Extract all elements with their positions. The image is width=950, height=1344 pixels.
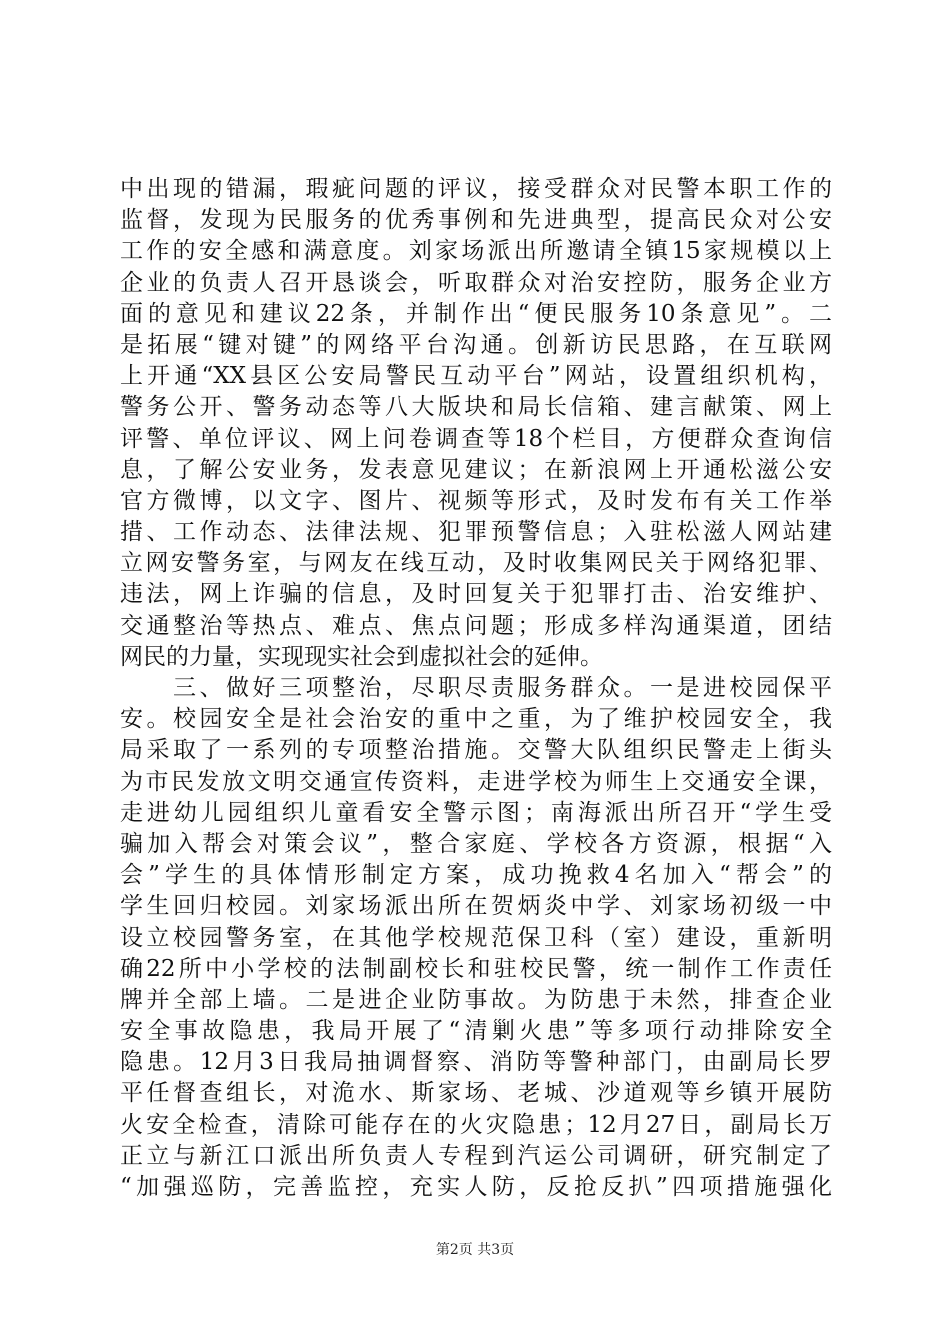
text-line: 违法，网上诈骗的信息，及时回复关于犯罪打击、治安维护、: [120, 581, 832, 608]
text-line: 上开通“XX县区公安局警民互动平台”网站，设置组织机构，: [120, 363, 832, 390]
text-line: 交通整治等热点、难点、焦点问题；形成多样沟通渠道，团结: [120, 612, 832, 639]
text-line: 企业的负责人召开恳谈会，听取群众对治安控防，服务企业方: [120, 269, 832, 296]
text-line: 息，了解公安业务，发表意见建议；在新浪网上开通松滋公安: [120, 456, 832, 483]
text-line: 骗加入帮会对策会议”，整合家庭、学校各方资源，根据“入: [120, 830, 832, 857]
text-line: 平任督查组长，对洈水、斯家场、老城、沙道观等乡镇开展防: [120, 1080, 832, 1107]
text-line: 走进幼儿园组织儿童看安全警示图；南海派出所召开“学生受: [120, 799, 832, 826]
text-line: 为市民发放文明交通宣传资料，走进学校为师生上交通安全课，: [120, 768, 832, 795]
text-line: 工作的安全感和满意度。刘家场派出所邀请全镇15家规模以上: [120, 238, 832, 265]
text-line: 立网安警务室，与网友在线互动，及时收集网民关于网络犯罪、: [120, 550, 832, 577]
text-line: 监督，发现为民服务的优秀事例和先进典型，提高民众对公安: [120, 207, 832, 234]
text-line: 安。校园安全是社会治安的重中之重，为了维护校园安全，我: [120, 706, 832, 733]
text-line: 确22所中小学校的法制副校长和驻校民警，统一制作工作责任: [120, 955, 832, 982]
text-line: 三、做好三项整治，尽职尽责服务群众。一是进校园保平: [120, 675, 832, 701]
page-footer: 第2页 共3页: [435, 1242, 515, 1258]
text-line: 措、工作动态、法律法规、犯罪预警信息；入驻松滋人网站建: [120, 519, 832, 546]
text-line: 中出现的错漏，瑕疵问题的评议，接受群众对民警本职工作的: [120, 176, 832, 202]
text-line: 安全事故隐患，我局开展了“清剿火患”等多项行动排除安全: [120, 1018, 832, 1045]
text-line: 学生回归校园。刘家场派出所在贺炳炎中学、刘家场初级一中: [120, 893, 832, 920]
text-line: “加强巡防，完善监控，充实人防，反抢反扒”四项措施强化: [120, 1174, 832, 1200]
text-line: 隐患。12月3日我局抽调督察、消防等警种部门，由副局长罗: [120, 1049, 832, 1076]
text-line: 网民的力量，实现现实社会到虚拟社会的延伸。: [120, 643, 603, 670]
text-line: 牌并全部上墙。二是进企业防事故。为防患于未然，排查企业: [120, 986, 832, 1013]
text-line: 设立校园警务室，在其他学校规范保卫科（室）建设，重新明: [120, 924, 832, 951]
text-line: 警务公开、警务动态等八大版块和局长信箱、建言献策、网上: [120, 394, 832, 421]
text-line: 局采取了一系列的专项整治措施。交警大队组织民警走上街头: [120, 737, 832, 764]
text-line: 火安全检查，清除可能存在的火灾隐患；12月27日，副局长万: [120, 1111, 832, 1138]
text-line: 会”学生的具体情形制定方案，成功挽救4名加入“帮会”的: [120, 862, 832, 889]
text-line: 官方微博，以文字、图片、视频等形式，及时发布有关工作举: [120, 487, 832, 514]
text-line: 面的意见和建议22条，并制作出“便民服务10条意见”。二: [120, 300, 832, 327]
body-text: [120, 174, 832, 1203]
text-line: 评警、单位评议、网上问卷调查等18个栏目，方便群众查询信: [120, 425, 832, 452]
text-line: 正立与新江口派出所负责人专程到汽运公司调研，研究制定了: [120, 1142, 832, 1169]
text-line: 是拓展“键对键”的网络平台沟通。创新访民思路，在互联网: [120, 331, 832, 358]
